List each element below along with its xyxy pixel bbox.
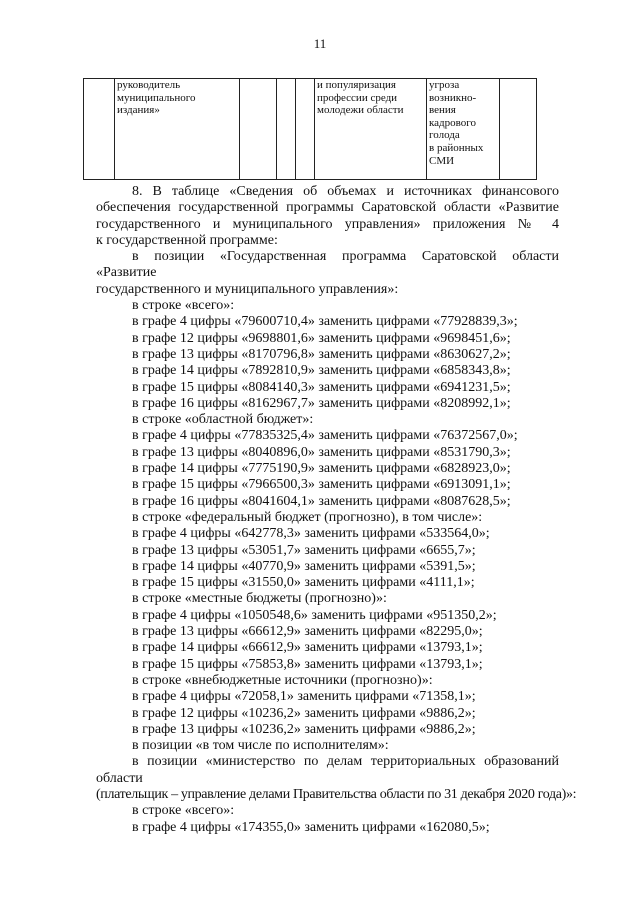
amendment-line: в графе 15 цифры «8084140,3» заменить цифрами «6941231,5»; — [132, 379, 511, 395]
position-line: в позиции «Государственная программа Саратовской области «Развитие — [96, 249, 559, 281]
table-cell — [240, 79, 277, 180]
amendment-line: в строке «всего»: — [132, 803, 235, 819]
amendment-line: в строке «внебюджетные источники (прогнозно)»: — [132, 672, 433, 688]
amendment-lines — [96, 298, 559, 754]
cell-line: вения — [429, 104, 456, 117]
amendment-line: в графе 14 цифры «7775190,9» заменить цифрами «6828923,0»; — [132, 461, 511, 477]
cell-line: кадрового — [429, 116, 477, 129]
cell-line: и популяризация — [317, 79, 396, 91]
table-cell — [315, 79, 427, 180]
cell-line: молодежи области — [317, 104, 404, 117]
amendment-line: в графе 14 цифры «7892810,9» заменить цифрами «6858343,8»; — [132, 363, 511, 379]
table-row — [84, 79, 537, 180]
cell-line: муниципального — [117, 91, 196, 104]
amendment-line: в графе 15 цифры «7966500,3» заменить цифрами «6913091,1»; — [132, 477, 511, 493]
amendment-line: в графе 4 цифры «79600710,4» заменить цифрами «77928839,3»; — [132, 314, 518, 330]
amendment-line: в графе 4 цифры «72058,1» заменить цифрами «71358,1»; — [132, 689, 476, 705]
page-number: 11 — [313, 36, 327, 51]
amendment-line: в графе 4 цифры «642778,3» заменить цифрами «533564,0»; — [132, 526, 490, 542]
amendment-line: в графе 14 цифры «66612,9» заменить цифрами «13793,1»; — [132, 640, 483, 656]
cell-line: голода — [429, 129, 460, 142]
table-cell — [115, 79, 240, 180]
amendment-line: в строке «всего»: — [132, 298, 235, 314]
amendment-line: в графе 15 цифры «31550,0» заменить цифрами «4111,1»; — [132, 575, 475, 591]
amendment-line: в строке «областной бюджет»: — [132, 412, 314, 428]
cell-line: руководитель — [117, 79, 181, 91]
position-line: (плательщик – управление делами Правительства области по 31 декабря 2020 года)»: — [96, 786, 577, 802]
item-8-line: обеспечения государственной программы Саратовской области «Развитие — [96, 200, 559, 216]
amendment-line: в графе 16 цифры «8162967,7» заменить цифрами «8208992,1»; — [132, 395, 511, 411]
amendment-line: в графе 14 цифры «40770,9» заменить цифрами «5391,5»; — [132, 558, 476, 574]
item-8-line: государственного и муниципального управления» приложения № 4 — [96, 216, 559, 232]
amendment-line: в строке «федеральный бюджет (прогнозно), в том числе»: — [132, 509, 483, 525]
amendment-line: в графе 12 цифры «9698801,6» заменить цифрами «9698451,6»; — [132, 330, 511, 346]
amendment-line: в графе 4 цифры «77835325,4» заменить цифрами «76372567,0»; — [132, 428, 518, 444]
amendment-line: в графе 4 цифры «174355,0» заменить цифрами «162080,5»; — [132, 819, 490, 835]
amendment-line: в позиции «в том числе по исполнителям»: — [132, 738, 389, 754]
cell-line: издания» — [117, 104, 160, 117]
item-8-line: к государственной программе: — [96, 232, 278, 248]
amendment-line: в графе 13 цифры «8170796,8» заменить цифрами «8630627,2»; — [132, 346, 511, 362]
item-8-line: 8. В таблице «Сведения об объемах и источниках финансового — [132, 184, 559, 199]
table-cell — [427, 79, 500, 180]
table-cell — [296, 79, 315, 180]
amendment-line: в графе 13 цифры «66612,9» заменить цифрами «82295,0»; — [132, 624, 483, 640]
table-cell — [277, 79, 296, 180]
position-line: в позиции «министерство по делам территориальных образований области — [96, 754, 559, 786]
table-cell — [500, 79, 537, 180]
amendment-line: в графе 12 цифры «10236,2» заменить цифрами «9886,2»; — [132, 705, 476, 721]
amendment-line: в графе 4 цифры «1050548,6» заменить цифрами «951350,2»; — [132, 607, 497, 623]
cell-line: профессии среди — [317, 91, 398, 104]
amendment-lines-end — [96, 803, 559, 836]
cell-line: угроза — [429, 79, 460, 91]
document-body — [96, 184, 577, 836]
position-line: государственного и муниципального управления»: — [96, 281, 399, 297]
continuation-table — [83, 78, 537, 180]
cell-line: в районных — [429, 141, 484, 154]
amendment-line: в графе 13 цифры «8040896,0» заменить цифрами «8531790,3»; — [132, 444, 511, 460]
amendment-line: в графе 13 цифры «53051,7» заменить цифрами «6655,7»; — [132, 542, 476, 558]
table-cell — [84, 79, 115, 180]
amendment-line: в графе 16 цифры «8041604,1» заменить цифрами «8087628,5»; — [132, 493, 511, 509]
cell-line: СМИ — [429, 154, 455, 167]
amendment-line: в графе 15 цифры «75853,8» заменить цифрами «13793,1»; — [132, 656, 483, 672]
amendment-line: в строке «местные бюджеты (прогнозно)»: — [132, 591, 387, 607]
amendment-line: в графе 13 цифры «10236,2» заменить цифрами «9886,2»; — [132, 721, 476, 737]
cell-line: возникно- — [429, 91, 477, 104]
